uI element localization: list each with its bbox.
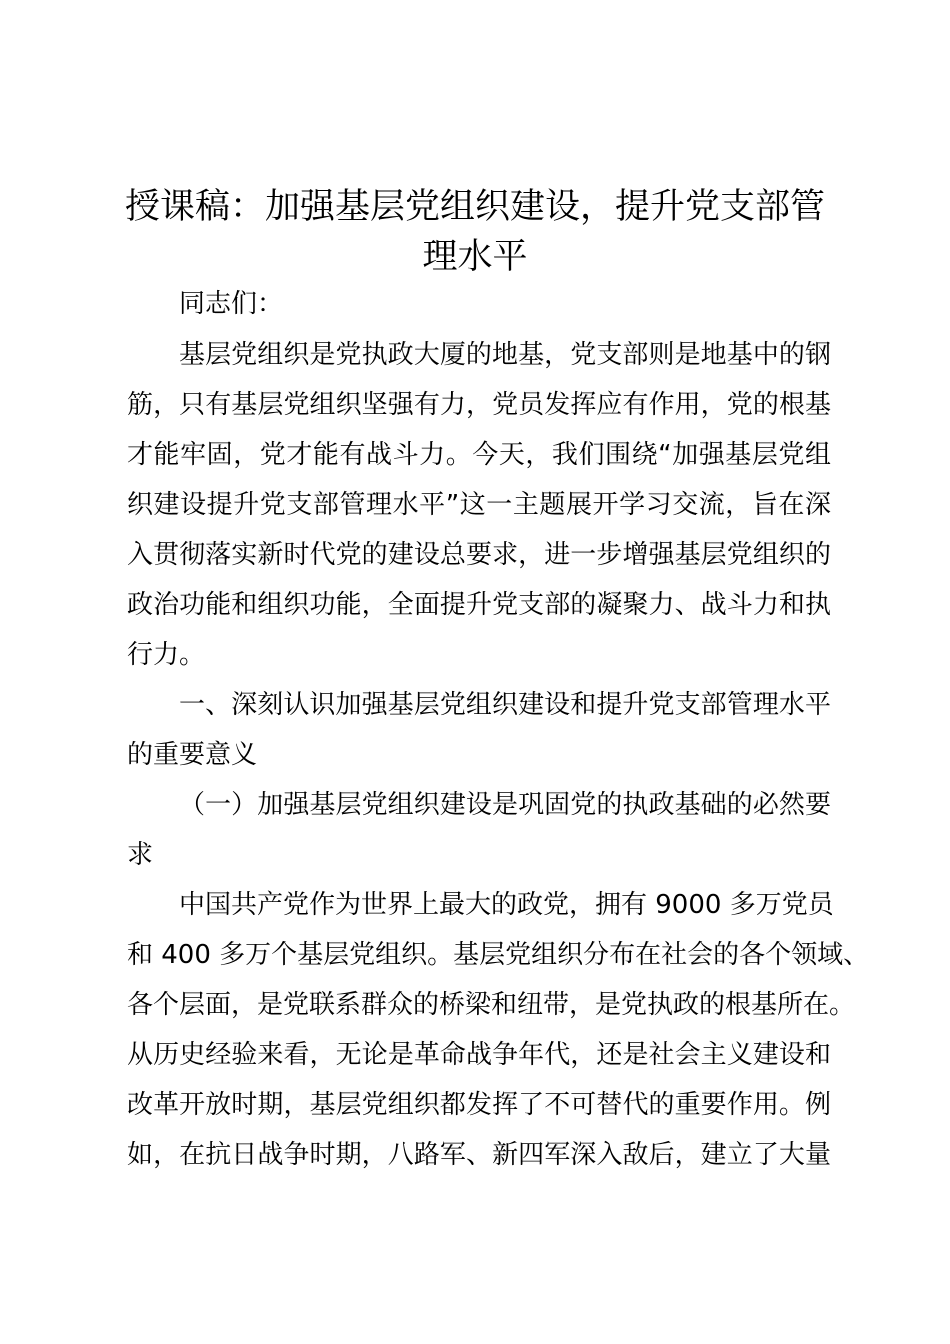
body-line: 改革开放时期，基层党组织都发挥了不可替代的重要作用。例 xyxy=(127,1090,831,1120)
section-heading-line-2: 的重要意义 xyxy=(127,740,258,770)
section-heading-line-1: 一、深刻认识加强基层党组织建设和提升党支部管理水平 xyxy=(179,690,831,720)
intro-line: 基层党组织是党执政大厦的地基，党支部则是地基中的钢 xyxy=(179,340,831,370)
body-line: 和 400 多万个基层党组织。基层党组织分布在社会的各个领域、 xyxy=(127,940,870,970)
document-title-line-2: 理水平 xyxy=(422,237,528,277)
intro-line: 政治功能和组织功能，全面提升党支部的凝聚力、战斗力和执 xyxy=(127,590,831,620)
subsection-heading-line-1: （一）加强基层党组织建设是巩固党的执政基础的必然要 xyxy=(179,790,831,820)
body-line: 各个层面，是党联系群众的桥梁和纽带，是党执政的根基所在。 xyxy=(127,990,856,1020)
intro-line: 入贯彻落实新时代党的建设总要求，进一步增强基层党组织的 xyxy=(127,540,831,570)
intro-line: 才能牢固，党才能有战斗力。今天，我们围绕“加强基层党组 xyxy=(127,440,831,470)
subsection-heading-line-2: 求 xyxy=(127,840,154,870)
body-line: 从历史经验来看，无论是革命战争年代，还是社会主义建设和 xyxy=(127,1040,831,1070)
intro-line: 行力。 xyxy=(127,640,206,670)
salutation: 同志们： xyxy=(179,289,284,319)
intro-line: 织建设提升党支部管理水平”这一主题展开学习交流，旨在深 xyxy=(127,490,831,520)
body-line: 中国共产党作为世界上最大的政党，拥有 9000 多万党员 xyxy=(179,890,834,920)
body-line: 如，在抗日战争时期，八路军、新四军深入敌后，建立了大量 xyxy=(127,1140,831,1170)
document-title-line-1: 授课稿：加强基层党组织建设，提升党支部管 xyxy=(124,187,825,227)
intro-line: 筋，只有基层党组织坚强有力，党员发挥应有作用，党的根基 xyxy=(127,390,831,420)
